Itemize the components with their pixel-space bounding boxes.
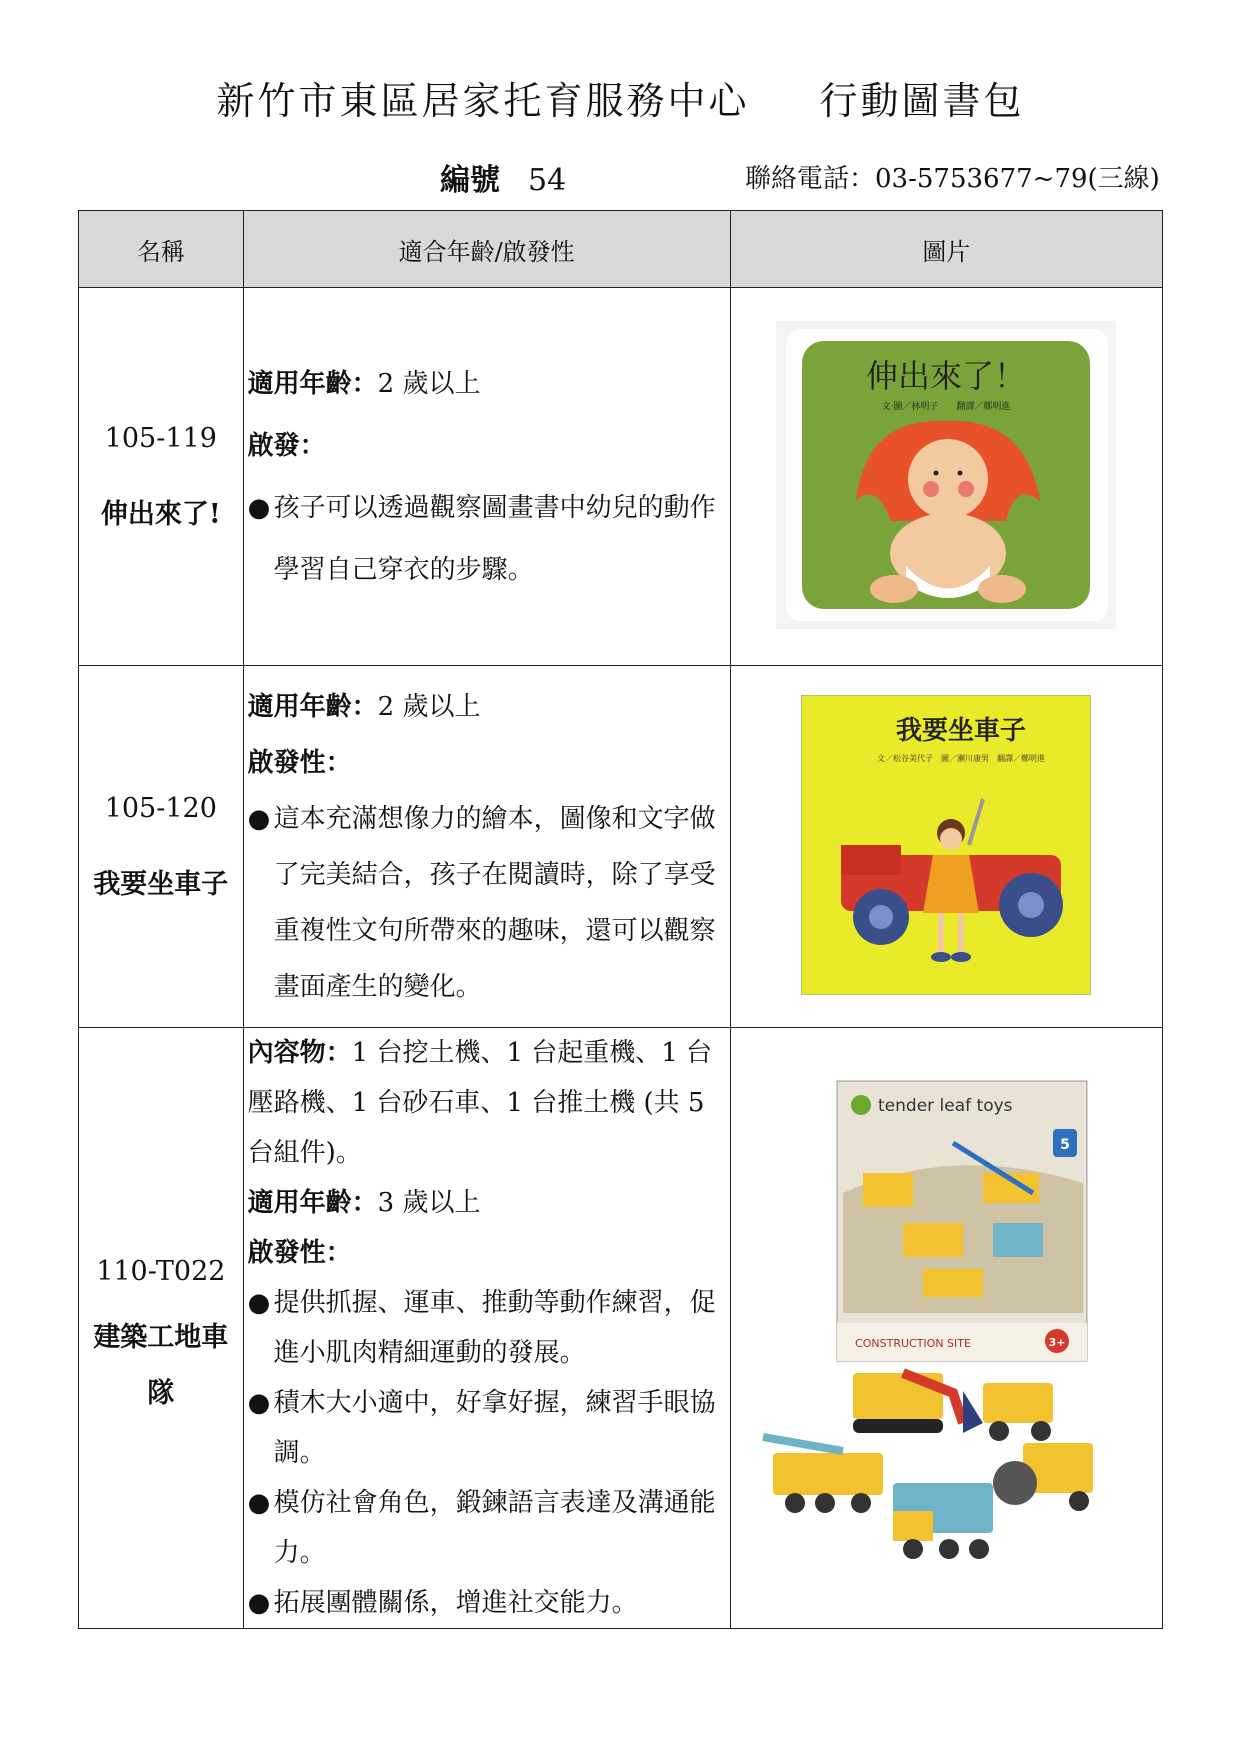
row-image-cell bbox=[730, 1028, 1162, 1629]
age-line: 適用年齡：2 歲以上 bbox=[247, 368, 481, 399]
code-line bbox=[440, 155, 566, 199]
row-name-cell bbox=[79, 288, 244, 666]
book-cover-image bbox=[776, 321, 1116, 629]
bulldozer-toy bbox=[983, 1383, 1053, 1423]
row-name-cell bbox=[79, 666, 244, 1028]
bullet-item: ● 模仿社會角色，鍛鍊語言表達及溝通能力。 bbox=[248, 1478, 730, 1578]
phone-line: 聯絡電話：03-5753677~79(三線) bbox=[745, 164, 1160, 194]
program-name: 行動圖書包 bbox=[819, 79, 1025, 123]
inspire-label: 啟發： bbox=[247, 430, 326, 461]
book-title: 我要坐車子 bbox=[896, 715, 1027, 746]
row-desc-cell bbox=[243, 1028, 730, 1629]
book-title: 伸出來了！ bbox=[866, 356, 1027, 395]
header-image: 圖片 bbox=[730, 211, 1162, 288]
header-age: 適合年齡/啟發性 bbox=[243, 211, 730, 288]
code-value: 54 bbox=[528, 163, 567, 198]
brand-label: tender leaf toys bbox=[878, 1096, 1013, 1116]
header-name: 名稱 bbox=[79, 211, 244, 288]
row-desc-cell bbox=[243, 288, 730, 666]
item-name: 伸出來了! bbox=[100, 498, 221, 530]
age-badge: 3+ bbox=[1048, 1336, 1066, 1349]
bullet-icon: ● bbox=[247, 492, 271, 523]
item-name: 我要坐車子 bbox=[93, 868, 229, 900]
box-label: CONSTRUCTION SITE bbox=[855, 1337, 972, 1350]
org-name: 新竹市東區居家托育服務中心 bbox=[216, 79, 750, 123]
document-title bbox=[0, 70, 1241, 125]
age-line: 適用年齡：2 歲以上 bbox=[247, 691, 481, 722]
table-row bbox=[79, 666, 1163, 1028]
inspire-label: 啟發性： bbox=[247, 747, 352, 778]
book-table bbox=[78, 210, 1163, 1629]
contents-line: 內容物：1 台挖土機、1 台起重機、1 台壓路機、1 台砂石車、1 台推土機 (共 5 台組件)。 bbox=[247, 1038, 713, 1168]
age-line: 適用年齡：3 歲以上 bbox=[247, 1188, 481, 1218]
table-row bbox=[79, 288, 1163, 666]
book-credits: 文／松谷美代子 圖／瀬川康男 翻譯／鄭明進 bbox=[877, 753, 1046, 763]
bullet-icon: ● bbox=[247, 1388, 271, 1418]
row-image-cell bbox=[730, 288, 1162, 666]
book-cover-image bbox=[801, 695, 1091, 995]
bullet-item: ● 積木大小適中，好拿好握，練習手眼協調。 bbox=[248, 1378, 730, 1478]
bullet-item: ● 提供抓握、運車、推動等動作練習，促進小肌肉精細運動的發展。 bbox=[248, 1278, 730, 1378]
bullet-item: ● 孩子可以透過觀察圖畫書中幼兒的動作學習自己穿衣的步驟。 bbox=[248, 477, 730, 601]
inspire-label: 啟發性： bbox=[247, 1238, 352, 1268]
bullet-icon: ● bbox=[247, 803, 271, 834]
row-image-cell bbox=[730, 666, 1162, 1028]
table-header-row bbox=[79, 211, 1163, 288]
item-id: 110-T022 bbox=[96, 1256, 226, 1287]
count-badge: 5 bbox=[1060, 1137, 1071, 1153]
item-id: 105-119 bbox=[104, 422, 217, 454]
book-credits: 文‧圖／林明子 翻譯／鄭明進 bbox=[881, 401, 1011, 412]
toy-set-image bbox=[753, 1073, 1139, 1579]
item-id: 105-120 bbox=[104, 792, 217, 824]
bullet-item: ● 拓展團體關係，增進社交能力。 bbox=[248, 1578, 730, 1628]
bullet-item: ● 這本充滿想像力的繪本，圖像和文字做了完美結合，孩子在閱讀時，除了享受重複性文句所帶來的趣味，還可以觀察畫面產生的變化。 bbox=[248, 791, 730, 1015]
leaf-icon bbox=[851, 1095, 871, 1115]
bullet-icon: ● bbox=[247, 1588, 271, 1618]
table-row bbox=[79, 1028, 1163, 1629]
crane-toy bbox=[773, 1453, 883, 1495]
item-name: 建築工地車隊 bbox=[93, 1322, 229, 1409]
bullet-icon: ● bbox=[247, 1288, 271, 1318]
row-desc-cell bbox=[243, 666, 730, 1028]
row-name-cell bbox=[79, 1028, 244, 1629]
bullet-icon: ● bbox=[247, 1488, 271, 1518]
code-label: 編號 bbox=[440, 163, 500, 198]
